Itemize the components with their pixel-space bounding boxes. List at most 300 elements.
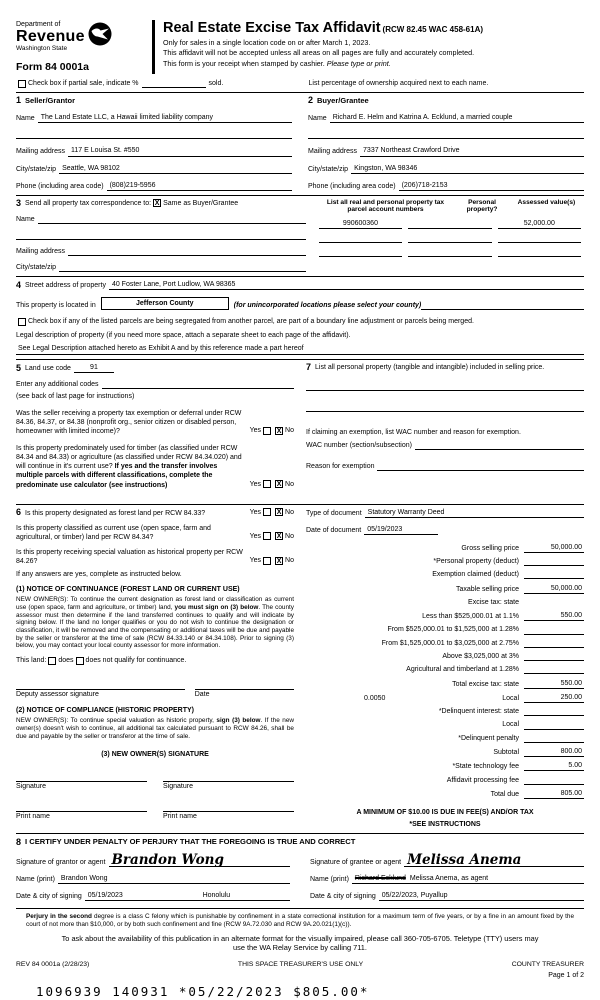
ownership-note: List percentage of ownership acquired next to each name. <box>308 80 489 88</box>
parcel-numbers-header: List all real and personal property tax parcel account numbers <box>326 198 445 214</box>
correspondence-name2-field[interactable] <box>16 231 306 240</box>
county-note: (for unincorporated locations please select your county) <box>233 302 422 310</box>
seller-mailing-label: Mailing address <box>16 148 66 156</box>
form-rcw: (RCW 82.45 WAC 458-61A) <box>382 25 484 34</box>
certify-heading <box>16 837 584 847</box>
section-1-number: 1 <box>16 95 22 106</box>
divider <box>16 92 584 93</box>
agricultural-label: Agricultural and timberland at 1.28% <box>406 666 519 674</box>
taxable-price-field[interactable]: 50,000.00 <box>524 584 584 594</box>
grantor-city-field[interactable]: Honolulu <box>143 891 290 901</box>
form-title: Real Estate Excise Tax Affidavit <box>163 20 381 36</box>
buyer-name2-row <box>308 130 584 139</box>
new-owner-print-1-field[interactable] <box>16 803 147 812</box>
timber-question-text <box>16 444 250 489</box>
document-date-row <box>306 525 584 535</box>
street-address-label: Street address of property <box>25 282 106 290</box>
grantor-signature-field[interactable]: Brandon Wong <box>109 855 290 867</box>
assessed-value-header: Assessed value(s) <box>517 198 576 206</box>
correspondence-left <box>16 199 316 272</box>
buyer-city-field[interactable]: Kingston, WA 98346 <box>351 164 584 174</box>
total-excise-state-field[interactable]: 550.00 <box>524 679 584 689</box>
personal-property-intro: List all personal property (tangible and intangible) included in selling price. <box>315 363 545 371</box>
section-classification <box>16 508 294 830</box>
fee-row-delinquent-penalty <box>306 734 584 743</box>
buyer-name-row <box>308 113 584 123</box>
total-due-label: Total due <box>490 790 519 798</box>
delinquent-interest-local-field[interactable] <box>524 721 584 730</box>
section-3-number: 3 <box>16 197 22 208</box>
deputy-date-field[interactable] <box>195 681 294 690</box>
gross-selling-price-label: Gross selling price <box>461 544 519 552</box>
forest-question-label: Is this property designated as forest land per RCW 84.33? <box>25 509 206 517</box>
section-certification <box>16 837 584 901</box>
buyer-city-label: City/state/zip <box>308 165 349 173</box>
correspondence-mailing-label: Mailing address <box>16 247 66 255</box>
delinquent-interest-local-label: Local <box>502 721 519 729</box>
fee-row-personal-deduct <box>306 557 584 566</box>
assessed-value-field-2[interactable] <box>498 234 581 243</box>
seller-name-label: Name <box>16 115 35 123</box>
divider <box>16 359 584 360</box>
section-2-number: 2 <box>308 95 314 106</box>
seller-name2-field[interactable] <box>16 130 292 139</box>
personal-property-line-1[interactable] <box>306 382 584 391</box>
document-date-label: Date of document <box>306 526 362 534</box>
current-use-no-checkbox[interactable]: X <box>276 533 282 541</box>
correspondence-label: Send all property tax correspondence to: <box>25 199 152 207</box>
fee-row-processing-fee <box>306 776 584 785</box>
alt-format-note: To ask about the availability of this publication in an alternate format for the visually impaired, please call 360-705-6705. Teletype (TTY) users may use the WA Relay Service by calling 711. <box>61 934 539 953</box>
department-of-label: Department of <box>16 21 61 28</box>
document-type-label: Type of document <box>306 509 362 517</box>
fee-row-taxable <box>306 584 584 594</box>
owner-signature-labels <box>16 782 294 791</box>
additional-codes-label: Enter any additional codes <box>16 380 99 388</box>
parcel-table <box>316 199 584 272</box>
timber-no-checkbox[interactable]: X <box>276 481 282 489</box>
new-owners-signature-title: (3) NEW OWNER(S) SIGNATURE <box>101 750 209 758</box>
legal-description-field[interactable]: See Legal Description attached hereto as Exhibit A and by this reference made a part hereof <box>16 344 584 354</box>
yes-label: Yes <box>249 427 262 435</box>
see-instructions-note: *SEE INSTRUCTIONS <box>409 821 481 829</box>
grantor-signature-row <box>16 852 290 867</box>
exemption-deduct-field[interactable] <box>524 570 584 579</box>
tier1-field[interactable]: 550.00 <box>524 611 584 621</box>
segregated-label: Check box if any of the listed parcels are being segregated from another parcel, are part of a boundary line adjustment or parcels being merged. <box>28 318 474 326</box>
fee-row-delinquent-interest-local <box>306 720 584 729</box>
forest-yes-checkbox[interactable] <box>263 508 271 516</box>
parcel-row-2 <box>316 234 584 243</box>
street-address-field[interactable]: 40 Foster Lane, Port Ludlow, WA 98365 <box>109 280 584 290</box>
timber-yes-checkbox[interactable] <box>263 480 271 488</box>
notice-compliance-b: . If the new owner(s) doesn't wish to continue, all additional tax calculated pursuant to RCW 84.26, shall be due and payable by the seller or transferor at the time of sale. <box>16 717 295 740</box>
same-as-buyer-checkbox[interactable]: X <box>154 200 160 208</box>
receipt-note: This form is your receipt when stamped by cashier. <box>163 59 327 69</box>
correspondence-city-field[interactable] <box>59 263 306 272</box>
buyer-heading <box>308 96 584 106</box>
seller-phone-row <box>16 181 292 191</box>
excise-tax-spacer <box>524 598 584 607</box>
technology-fee-label: *State technology fee <box>452 763 519 771</box>
notice-continuance-body <box>16 596 294 650</box>
correspondence-name-row <box>16 215 306 224</box>
buyer-name2-field[interactable] <box>308 130 584 139</box>
personal-deduct-label: *Personal property (deduct) <box>433 558 519 566</box>
parcel-row-1 <box>316 219 584 229</box>
subtotal-label: Subtotal <box>493 749 519 757</box>
no-label: No <box>285 480 294 488</box>
historic-question-text: Is this property receiving special valuation as historical property per RCW 84.26? <box>16 548 243 565</box>
correspondence-name-label: Name <box>16 215 35 223</box>
deputy-date-label: Date <box>194 691 210 699</box>
seller-city-label: City/state/zip <box>16 165 57 173</box>
perjury-bold: Perjury in the second <box>26 913 92 921</box>
deputy-assessor-label: Deputy assessor signature <box>16 691 99 699</box>
current-use-question-text: Is this property classified as current use (open space, farm and agricultural, or timber) land per RCW 84.34? <box>16 524 211 541</box>
tier4-label: Above $3,025,000 at 3% <box>442 653 519 661</box>
section6-fees-row <box>16 508 584 830</box>
grantor-name-row <box>16 874 290 884</box>
current-use-yes-checkbox[interactable] <box>263 532 271 540</box>
grantee-date-field[interactable]: 05/22/2023, Puyallup <box>379 891 584 901</box>
seller-phone-label: Phone (including area code) <box>16 182 104 190</box>
excise-tax-state-label: Excise tax: state <box>468 598 519 606</box>
delinquent-interest-state-field[interactable] <box>524 707 584 716</box>
assessed-value-field-1[interactable]: 52,000.00 <box>498 219 581 229</box>
correspondence-heading <box>16 199 306 208</box>
grantee-date-row <box>310 891 584 901</box>
county-field[interactable]: Jefferson County <box>101 297 229 310</box>
new-owner-signature-1-field[interactable] <box>16 773 147 782</box>
personal-property-heading <box>306 363 584 372</box>
grantee-name-print-label: Name (print) <box>310 876 349 883</box>
located-in-label: This property is located in <box>16 302 96 310</box>
owner-signature-lines <box>16 773 294 782</box>
perjury-rest: degree is a class C felony which is punishable by confinement in a state correctional institution for a maximum term of five years, or by a fine in an amount fixed by the court of not more than $10,000, or by both such confinement and fine (RCW 9A.72.030 and RCW 9A.20.021(1)(c)). <box>26 913 574 928</box>
partial-percent-field[interactable] <box>142 79 206 88</box>
section-seller <box>16 96 292 190</box>
correspondence-mailing-row <box>16 247 306 256</box>
agency-block <box>16 20 152 74</box>
timber-yes-no <box>250 480 294 490</box>
historic-yes-checkbox[interactable] <box>263 557 271 565</box>
exemption-question-text: Was the seller receiving a property tax exemption or deferral under RCW 84.36, 84.37, or 84.38 (nonprofit org., senior citizen or disabled person, homeowner with limited income)? <box>16 409 242 436</box>
partial-sale-checkbox[interactable] <box>18 80 26 88</box>
partial-sale-label: Check box if partial sale, indicate % <box>28 80 139 88</box>
personal-property-field-3[interactable] <box>408 248 491 257</box>
buyer-title: Buyer/Grantee <box>317 96 369 106</box>
exemption-yes-checkbox[interactable] <box>263 427 271 435</box>
notice-compliance-body <box>16 717 294 740</box>
seller-heading <box>16 96 292 106</box>
new-owner-print-2-field[interactable] <box>163 803 294 812</box>
dept-text <box>16 20 85 54</box>
exemption-deduct-label: Exemption claimed (deduct) <box>432 571 519 579</box>
wac-row <box>306 441 584 450</box>
taxable-price-label: Taxable selling price <box>455 585 519 593</box>
new-owner-signature-2-field[interactable] <box>163 773 294 782</box>
subtotal-field[interactable]: 800.00 <box>524 747 584 757</box>
partial-sale-group <box>16 79 303 88</box>
notice-continuance-bold: you must sign on (3) below <box>174 603 259 611</box>
historic-no-checkbox[interactable]: X <box>276 557 282 565</box>
agricultural-field[interactable] <box>524 665 584 674</box>
footer-row <box>16 961 584 970</box>
seller-name2-row <box>16 130 292 139</box>
county-treasurer-label: COUNTY TREASURER <box>511 961 584 969</box>
current-use-question <box>16 524 294 542</box>
wac-number-field[interactable] <box>415 441 584 450</box>
parcel-number-field-3[interactable] <box>319 248 402 257</box>
divider <box>16 504 584 505</box>
does-not-qualify-checkbox[interactable] <box>76 657 84 665</box>
section-personal-property <box>306 363 584 490</box>
no-label: No <box>285 556 294 564</box>
tier3-label: From $1,525,000.01 to $3,025,000 at 2.75% <box>381 639 519 647</box>
buyer-mailing-row <box>308 146 584 156</box>
gross-selling-price-field[interactable]: 50,000.00 <box>524 543 584 553</box>
dept-wordmark <box>16 20 146 54</box>
parcel-number-field-1[interactable]: 990600360 <box>319 219 402 229</box>
treasurer-stamp: 1096939 140931 *05/22/2023 $805.00* <box>36 984 370 1000</box>
tier4-field[interactable] <box>524 652 584 661</box>
section-correspondence <box>16 199 584 272</box>
personal-property-line-2[interactable] <box>306 403 584 412</box>
grantor-date-label: Date & city of signing <box>16 893 82 901</box>
historic-question <box>16 548 294 566</box>
current-use-yes-no <box>250 532 294 542</box>
tier2-field[interactable] <box>524 626 584 635</box>
delinquent-interest-state-label: *Delinquent interest: state <box>438 708 519 716</box>
processing-fee-label: Affidavit processing fee <box>446 776 519 784</box>
fee-row-tier4 <box>306 652 584 661</box>
delinquent-penalty-label: *Delinquent penalty <box>458 734 519 742</box>
divider <box>16 276 584 277</box>
fee-row-agricultural <box>306 665 584 674</box>
segregated-checkbox[interactable] <box>18 318 26 326</box>
reason-exemption-label: Reason for exemption <box>306 462 375 470</box>
fee-row-total-due <box>306 789 584 799</box>
buyer-mailing-field[interactable]: 7337 Northeast Crawford Drive <box>360 146 584 156</box>
additional-codes-field[interactable] <box>102 380 295 389</box>
no-label: No <box>285 508 294 516</box>
sold-label: sold. <box>208 80 224 88</box>
signature-label-2: Signature <box>163 782 193 790</box>
segregated-row <box>16 317 584 326</box>
blank-line <box>421 301 584 310</box>
buyer-name-label: Name <box>308 115 327 123</box>
answers-yes-note: If any answers are yes, complete as instructed below. <box>16 571 182 579</box>
forest-yes-no <box>250 508 294 518</box>
deputy-line-row <box>16 681 294 690</box>
section-6-number: 6 <box>16 506 22 517</box>
certify-columns <box>16 848 584 901</box>
struck-name: Richard Ecklund <box>354 875 406 882</box>
certify-statement: I CERTIFY UNDER PENALTY OF PERJURY THAT THE FOREGOING IS TRUE AND CORRECT <box>25 837 356 847</box>
grantor-date-field[interactable]: 05/19/2023 <box>85 891 143 901</box>
document-type-field[interactable]: Statutory Warranty Deed <box>365 508 584 518</box>
county-row <box>16 297 584 310</box>
document-type-row <box>306 508 584 518</box>
seller-city-row <box>16 164 292 174</box>
grantee-name-print-field[interactable] <box>352 874 584 884</box>
yes-label: Yes <box>249 556 262 564</box>
section-8-number: 8 <box>16 836 22 847</box>
exemption-no-checkbox[interactable]: X <box>276 427 282 435</box>
reason-row <box>306 462 584 471</box>
correspondence-mailing-field[interactable] <box>68 247 306 256</box>
grantee-name-row <box>310 874 584 884</box>
forest-no-checkbox[interactable]: X <box>276 509 282 517</box>
buyer-mailing-label: Mailing address <box>308 148 358 156</box>
tier1-label: Less than $525,000.01 at 1.1% <box>422 613 519 621</box>
fee-row-technology-fee <box>306 761 584 771</box>
grantor-date-row <box>16 891 290 901</box>
revenue-logo-icon <box>88 22 112 49</box>
legal-description-label: Legal description of property (if you need more space, attach a separate sheet to each page of the affidavit). <box>16 332 351 340</box>
does-qualify-checkbox[interactable] <box>48 657 56 665</box>
divider <box>16 195 584 196</box>
buyer-phone-field[interactable]: (206)718-2153 <box>399 181 584 191</box>
signature-label-1: Signature <box>16 782 46 790</box>
buyer-phone-label: Phone (including area code) <box>308 182 396 190</box>
exemption-question <box>16 409 294 436</box>
personal-deduct-field[interactable] <box>524 557 584 566</box>
rev-number: REV 84 0001a (2/28/23) <box>16 961 90 969</box>
timber-question <box>16 444 294 489</box>
grantor-signature-label: Signature of grantor or agent <box>16 858 106 866</box>
timber-question-normal: Is this property predominately used for timber (as classified under RCW 84.34 and 84.33) or agriculture (as classified under RCW 84.34.020) and will continue in it's current use? <box>16 445 242 471</box>
fee-row-tier3 <box>306 639 584 648</box>
forest-question <box>16 508 294 518</box>
grantor-name-print-field[interactable]: Brandon Wong <box>58 874 290 884</box>
partial-sale-row <box>16 79 584 88</box>
header <box>16 20 584 74</box>
does-label: does <box>58 657 74 665</box>
parcel-row-3 <box>316 248 584 257</box>
seller-mailing-field[interactable]: 117 E Louisa St. #550 <box>68 146 292 156</box>
washington-state-label: Washington State <box>16 45 68 53</box>
grantor-certification <box>16 848 290 901</box>
fee-row-local <box>306 693 584 703</box>
fee-row-subtotal <box>306 747 584 757</box>
grantee-signature-label: Signature of grantee or agent <box>310 858 402 866</box>
minimum-due-note: A MINIMUM OF $10.00 IS DUE IN FEE(S) AND/OR TAX <box>356 808 534 816</box>
notice-continuance-b: . The county assessor must then determine if the land transferred continues to qualify and will indicate by signing below. If the land no longer qualifies or you do not wish to continue the designation or classification, it will be removed and the compensating or additional taxes will be due and payable by the seller or transferor at the time of sale (RCW 84.33.140 or 84.34.108). Prior to signing (3) below, you may contact your local county assessor for more information. <box>16 603 295 650</box>
notice-compliance-bold: sign (3) below <box>216 717 261 725</box>
fee-row-delinquent-interest-state <box>306 707 584 716</box>
buyer-phone-row <box>308 181 584 191</box>
tier3-field[interactable] <box>524 639 584 648</box>
grantee-date-label: Date & city of signing <box>310 893 376 901</box>
technology-fee-field[interactable]: 5.00 <box>524 761 584 771</box>
fee-row-excise-header <box>306 598 584 607</box>
notice-compliance-title: (2) NOTICE OF COMPLIANCE (HISTORIC PROPERTY) <box>16 707 194 715</box>
timber-question-bold: If yes and the transfer involves multiple parcels with different classifications, complete the predominate use calculator (see instructions) <box>16 463 218 489</box>
reason-exemption-field[interactable] <box>377 462 584 471</box>
perjury-note <box>16 913 584 928</box>
title-block <box>152 20 584 74</box>
same-as-buyer-label: Same as Buyer/Grantee <box>163 199 239 207</box>
notice-compliance-a: NEW OWNER(S): To continue special valuation as historic property, <box>16 717 217 725</box>
treasurer-space-label: THIS SPACE TREASURER'S USE ONLY <box>237 961 364 969</box>
divider <box>16 908 584 909</box>
correspondence-city-label: City/state/zip <box>16 264 57 272</box>
parcel-table-header <box>316 199 584 214</box>
codes-note: (see back of last page for instructions) <box>16 392 135 400</box>
delinquent-penalty-field[interactable] <box>524 734 584 743</box>
local-field[interactable]: 250.00 <box>524 693 584 703</box>
fee-row-tier1 <box>306 611 584 621</box>
seller-phone-field[interactable]: (808)219-5956 <box>107 181 292 191</box>
buyer-name-field[interactable]: Richard E. Helm and Katrina A. Ecklund, a married couple <box>330 113 584 123</box>
additional-codes-row <box>16 380 294 389</box>
yes-label: Yes <box>249 480 262 488</box>
seller-mailing-row <box>16 146 292 156</box>
land-qualify-row <box>16 656 294 665</box>
parcel-number-field-2[interactable] <box>319 234 402 243</box>
assessed-value-field-3[interactable] <box>498 248 581 257</box>
land-use-row <box>16 363 294 373</box>
exemption-note: If claiming an exemption, list WAC number and reason for exemption. <box>306 428 521 436</box>
street-address-row <box>16 280 584 290</box>
exemption-yes-no <box>250 426 294 436</box>
processing-fee-field[interactable] <box>524 776 584 785</box>
no-label: No <box>285 532 294 540</box>
wac-number-label: WAC number (section/subsection) <box>306 441 412 449</box>
correspondence-name-field[interactable] <box>38 215 306 224</box>
grantee-signature-field[interactable]: Melissa Anema <box>404 855 584 867</box>
header-note-2: This affidavit will not be accepted unless all areas on all pages are fully and accurately completed. <box>163 48 475 58</box>
personal-property-field-2[interactable] <box>408 234 491 243</box>
section-buyer <box>308 96 584 190</box>
seller-name-field[interactable]: The Land Estate LLC, a Hawaii limited liability company <box>38 113 292 123</box>
form-number: Form 84 0001a <box>16 60 89 73</box>
deputy-assessor-signature-field[interactable] <box>16 681 185 690</box>
owner-print-labels <box>16 812 294 821</box>
local-rate-value: 0.0050 <box>364 694 386 702</box>
historic-yes-no <box>250 556 294 566</box>
total-excise-state-label: Total excise tax: state <box>452 680 519 688</box>
fee-row-exemption-deduct <box>306 570 584 579</box>
page-number: Page 1 of 2 <box>548 971 584 979</box>
notice-continuance-title: (1) NOTICE OF CONTINUANCE (FOREST LAND OR CURRENT USE) <box>16 586 240 594</box>
section-4-number: 4 <box>16 280 22 291</box>
title-line <box>163 20 584 36</box>
print-name-label-1: Print name <box>16 812 50 820</box>
document-date-field[interactable]: 05/19/2023 <box>364 525 438 535</box>
header-note-3 <box>163 59 584 68</box>
personal-property-header: Personal property? <box>466 198 498 214</box>
personal-property-field-1[interactable] <box>408 219 491 229</box>
grantee-signature-row <box>310 852 584 867</box>
seller-city-field[interactable]: Seattle, WA 98102 <box>59 164 292 174</box>
divider <box>16 833 584 834</box>
notice-continuance-a: NEW OWNER(S): To continue the current designation as forest land or classification as current use (open space, farm and agriculture, or timber) land, <box>16 596 294 611</box>
fee-row-gross <box>306 543 584 553</box>
forest-question-text <box>16 508 250 518</box>
yes-label: Yes <box>249 508 262 516</box>
type-or-print-note: Please type or print. <box>326 59 391 69</box>
section5-7-row <box>16 363 584 500</box>
correspondence-city-row <box>16 263 306 272</box>
section-5-number: 5 <box>16 362 22 373</box>
parties-section <box>16 96 584 190</box>
total-due-field[interactable]: 805.00 <box>524 789 584 799</box>
land-use-code-field[interactable]: 91 <box>74 363 114 373</box>
grantee-print-name: Melissa Anema, as agent <box>409 875 489 882</box>
